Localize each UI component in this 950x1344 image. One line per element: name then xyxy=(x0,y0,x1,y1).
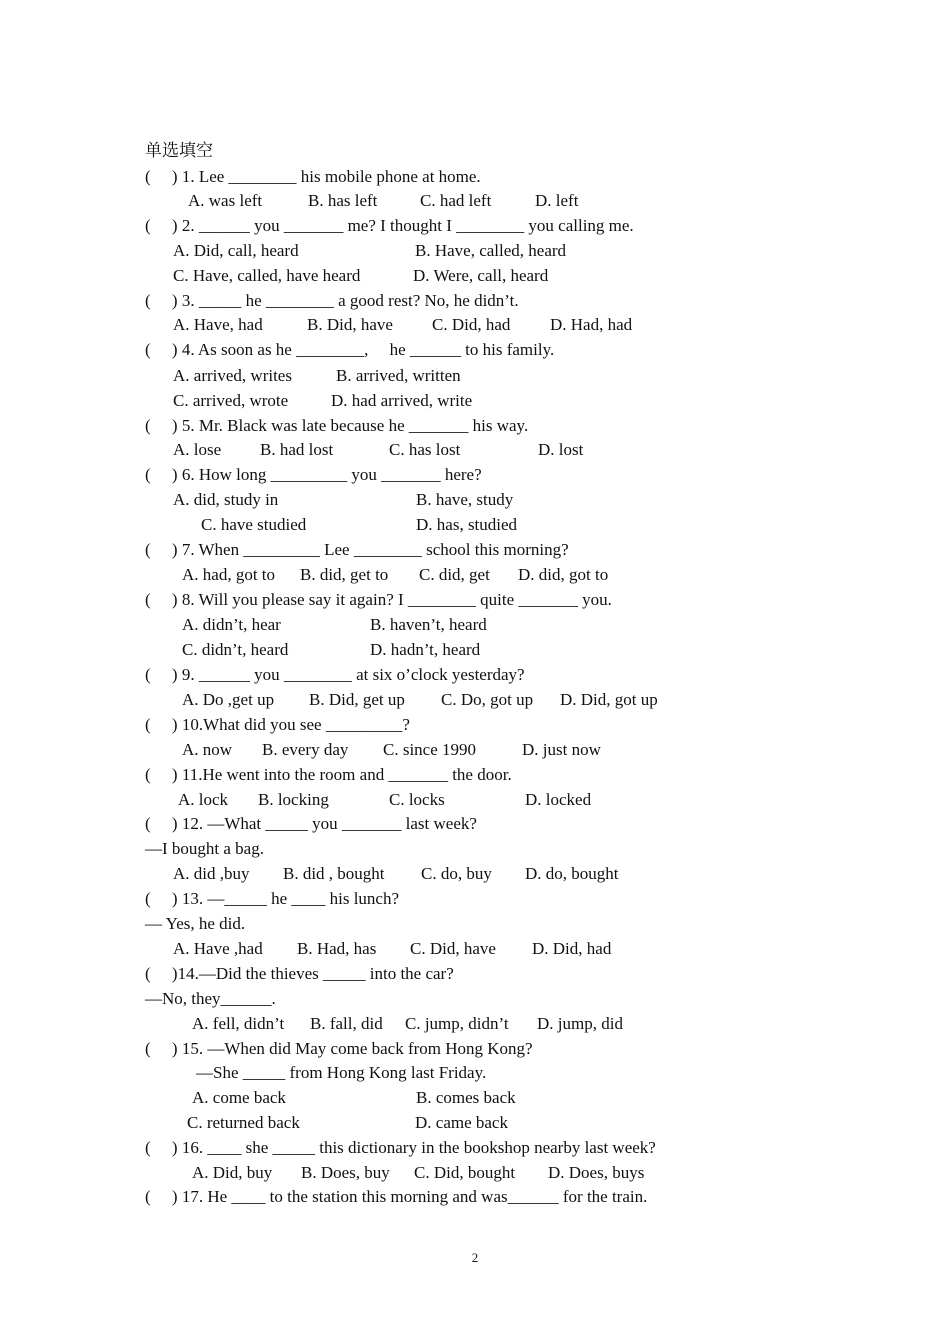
q1-option-b: B. has left xyxy=(308,191,378,210)
question-5: ( ) 5. Mr. Black was late because he _______ his way. xyxy=(145,416,529,435)
q13-option-c: C. Did, have xyxy=(410,939,496,958)
question-2: ( ) 2. ______ you _______ me? I thought I ________ you calling me. xyxy=(145,216,634,235)
question-17: ( ) 17. He ____ to the station this morning and was______ for the train. xyxy=(145,1187,648,1206)
q8-option-a: A. didn’t, hear xyxy=(182,615,281,634)
question-7: ( ) 7. When _________ Lee ________ school this morning? xyxy=(145,540,569,559)
q11-option-c: C. locks xyxy=(389,790,445,809)
question-12: ( ) 12. —What _____ you _______ last week? xyxy=(145,814,477,833)
q6-option-c: C. have studied xyxy=(201,515,307,534)
q8-option-c: C. didn’t, heard xyxy=(182,640,289,659)
q5-option-b: B. had lost xyxy=(260,440,334,459)
q15-option-b: B. comes back xyxy=(416,1088,516,1107)
q7-option-a: A. had, got to xyxy=(182,565,276,584)
q12-option-b: B. did , bought xyxy=(283,864,385,883)
q9-option-d: D. Did, got up xyxy=(560,690,658,709)
q9-option-b: B. Did, get up xyxy=(309,690,405,709)
q4-option-c: C. arrived, wrote xyxy=(173,391,289,410)
q13-option-a: A. Have ,had xyxy=(173,939,263,958)
question-10: ( ) 10.What did you see _________? xyxy=(145,715,410,734)
q14-option-a: A. fell, didn’t xyxy=(192,1014,285,1033)
question-15: ( ) 15. —When did May come back from Hong Kong? xyxy=(145,1039,533,1058)
q3-option-c: C. Did, had xyxy=(432,315,511,334)
q10-option-d: D. just now xyxy=(522,740,601,759)
q2-option-b: B. Have, called, heard xyxy=(415,241,567,260)
q12-option-a: A. did ,buy xyxy=(173,864,250,883)
q4-option-d: D. had arrived, write xyxy=(331,391,473,410)
q7-option-b: B. did, get to xyxy=(300,565,389,584)
section-heading: 单选填空 xyxy=(145,141,213,161)
q16-option-b: B. Does, buy xyxy=(301,1163,390,1182)
q12-option-c: C. do, buy xyxy=(421,864,492,883)
q6-option-a: A. did, study in xyxy=(173,490,279,509)
question-3: ( ) 3. _____ he ________ a good rest? No, he didn’t. xyxy=(145,291,519,310)
q16-option-c: C. Did, bought xyxy=(414,1163,516,1182)
question-11: ( ) 11.He went into the room and _______ the door. xyxy=(145,765,512,784)
q13-dialogue-answer: — Yes, he did. xyxy=(145,914,246,933)
q5-option-a: A. lose xyxy=(173,440,222,459)
q12-option-d: D. do, bought xyxy=(525,864,619,883)
question-4: ( ) 4. As soon as he ________, he ______ to his family. xyxy=(145,340,555,359)
q3-option-a: A. Have, had xyxy=(173,315,263,334)
q10-option-a: A. now xyxy=(182,740,233,759)
q9-option-c: C. Do, got up xyxy=(441,690,534,709)
question-8: ( ) 8. Will you please say it again? I ________ quite _______ you. xyxy=(145,590,612,609)
q2-option-c: C. Have, called, have heard xyxy=(173,266,361,285)
question-6: ( ) 6. How long _________ you _______ here? xyxy=(145,465,482,484)
q8-option-b: B. haven’t, heard xyxy=(370,615,487,634)
question-9: ( ) 9. ______ you ________ at six o’clock yesterday? xyxy=(145,665,525,684)
q8-option-d: D. hadn’t, heard xyxy=(370,640,481,659)
q14-dialogue-answer: —No, they______. xyxy=(145,989,276,1008)
q14-option-b: B. fall, did xyxy=(310,1014,383,1033)
q13-option-b: B. Had, has xyxy=(297,939,377,958)
question-14: ( )14.—Did the thieves _____ into the car? xyxy=(145,964,454,983)
q3-option-b: B. Did, have xyxy=(307,315,393,334)
q2-option-a: A. Did, call, heard xyxy=(173,241,299,260)
q13-option-d: D. Did, had xyxy=(532,939,612,958)
q5-option-d: D. lost xyxy=(538,440,584,459)
page-number: 2 xyxy=(471,1250,479,1265)
q7-option-d: D. did, got to xyxy=(518,565,609,584)
q10-option-b: B. every day xyxy=(262,740,349,759)
q7-option-c: C. did, get xyxy=(419,565,490,584)
q11-option-a: A. lock xyxy=(178,790,229,809)
q5-option-c: C. has lost xyxy=(389,440,461,459)
question-1: ( ) 1. Lee ________ his mobile phone at home. xyxy=(145,167,481,186)
q14-option-d: D. jump, did xyxy=(537,1014,623,1033)
q6-option-b: B. have, study xyxy=(416,490,514,509)
question-13: ( ) 13. —_____ he ____ his lunch? xyxy=(145,889,400,908)
q14-option-c: C. jump, didn’t xyxy=(405,1014,509,1033)
q11-option-d: D. locked xyxy=(525,790,592,809)
q1-option-c: C. had left xyxy=(420,191,492,210)
q12-dialogue-answer: —I bought a bag. xyxy=(145,839,264,858)
q15-dialogue-answer: —She _____ from Hong Kong last Friday. xyxy=(196,1063,487,1082)
q11-option-b: B. locking xyxy=(258,790,329,809)
q1-option-a: A. was left xyxy=(188,191,263,210)
q15-option-a: A. come back xyxy=(192,1088,286,1107)
q16-option-d: D. Does, buys xyxy=(548,1163,645,1182)
q10-option-c: C. since 1990 xyxy=(383,740,477,759)
q3-option-d: D. Had, had xyxy=(550,315,633,334)
q15-option-c: C. returned back xyxy=(187,1113,300,1132)
q15-option-d: D. came back xyxy=(415,1113,508,1132)
q1-option-d: D. left xyxy=(535,191,579,210)
q4-option-a: A. arrived, writes xyxy=(173,366,292,385)
q6-option-d: D. has, studied xyxy=(416,515,518,534)
q4-option-b: B. arrived, written xyxy=(336,366,461,385)
q2-option-d: D. Were, call, heard xyxy=(413,266,549,285)
q9-option-a: A. Do ,get up xyxy=(182,690,275,709)
q16-option-a: A. Did, buy xyxy=(192,1163,273,1182)
question-16: ( ) 16. ____ she _____ this dictionary in the bookshop nearby last week? xyxy=(145,1138,656,1157)
